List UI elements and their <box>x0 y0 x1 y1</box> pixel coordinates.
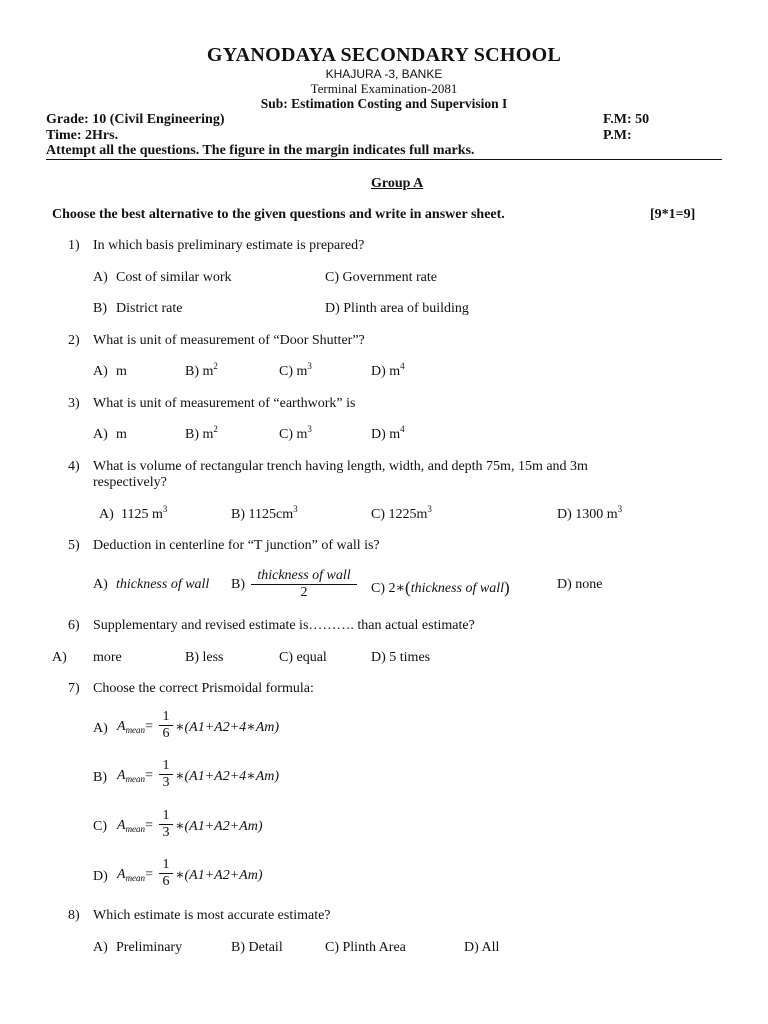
option-a: 1125 $m^3$ <box>121 504 168 522</box>
pass-marks: P.M: <box>603 128 632 143</box>
question-text-continued: respectively? <box>93 475 167 490</box>
option-d: D) Plinth area of building <box>325 301 469 316</box>
option-c: C) $m^3$ <box>279 361 312 379</box>
question-text: Which estimate is most accurate estimate? <box>93 908 331 923</box>
option-d: D) none <box>557 577 603 592</box>
option-a-label: A) <box>93 427 108 442</box>
option-c-fraction: 1 3 <box>159 808 173 841</box>
option-d-label: D) <box>93 869 108 884</box>
exam-title: Terminal Examination-2081 <box>310 81 458 96</box>
option-d: D) $m^4$ <box>371 361 405 379</box>
question-text: Choose the correct Prismoidal formula: <box>93 681 314 696</box>
option-a-label: A) <box>93 721 108 736</box>
option-a: Cost of similar work <box>116 270 232 285</box>
option-b-label: B) <box>93 301 107 316</box>
option-c: C) equal <box>279 650 327 665</box>
option-a: m <box>116 427 127 442</box>
option-c: C) $m^3$ <box>279 424 312 442</box>
full-marks: F.M: 50 <box>603 112 650 127</box>
option-c: C) Plinth Area <box>325 940 406 955</box>
option-b-label: B) <box>93 770 107 785</box>
option-a: more <box>93 650 122 665</box>
question-number: 1) <box>68 238 80 253</box>
option-d: D) All <box>464 940 500 955</box>
option-b: District rate <box>116 301 183 316</box>
option-c-label: C) <box>93 819 107 834</box>
option-b: B) $m^2$ <box>185 361 218 379</box>
option-d: D) 5 times <box>371 650 431 665</box>
option-c: C) 2∗(thickness of wall) <box>371 578 510 597</box>
option-b: B) $m^2$ <box>185 424 218 442</box>
option-b: B) $1125cm^3$ <box>231 504 298 522</box>
subject-line: Sub: Estimation Costing and Supervision I <box>260 96 508 111</box>
group-marks: [9*1=9] <box>650 207 696 222</box>
question-text: What is volume of rectangular trench having length, width, and depth 75m, 15m and 3m <box>93 459 588 474</box>
question-number: 5) <box>68 538 80 553</box>
option-a: m <box>116 364 127 379</box>
question-number: 6) <box>68 618 80 633</box>
option-d-expr: ∗(A1+A2+Am) <box>175 868 263 883</box>
option-a-label: A) <box>93 940 108 955</box>
question-number: 8) <box>68 908 80 923</box>
option-d-fraction: 1 6 <box>159 857 173 890</box>
option-a-label: A) <box>52 650 67 665</box>
option-b-lhs: $A_{mean}=$ <box>117 768 153 784</box>
option-c: C) Government rate <box>325 270 437 285</box>
question-text: Supplementary and revised estimate is………. than actual estimate? <box>93 618 475 633</box>
option-c: C) $1225m^3$ <box>371 504 432 522</box>
option-d: D) $m^4$ <box>371 424 405 442</box>
option-a-label: A) <box>93 577 108 592</box>
question-text: Deduction in centerline for “T junction” of wall is? <box>93 538 380 553</box>
option-a-label: A) <box>99 507 114 522</box>
option-c-expr: ∗(A1+A2+Am) <box>175 819 263 834</box>
question-text: What is unit of measurement of “earthwork” is <box>93 396 356 411</box>
header-divider <box>46 159 722 160</box>
option-a-expr: ∗(A1+A2+4∗Am) <box>175 720 280 735</box>
option-a-lhs: $A_{mean}=$ <box>117 719 153 735</box>
option-b-fraction: thickness of wall 2 <box>251 568 357 601</box>
option-b: B) less <box>185 650 224 665</box>
time-line: Time: 2Hrs. <box>46 128 119 143</box>
option-b: B) Detail <box>231 940 283 955</box>
group-title: Group A <box>371 176 424 191</box>
question-number: 7) <box>68 681 80 696</box>
school-address: KHAJURA -3, BANKE <box>325 67 443 81</box>
option-b-expr: ∗(A1+A2+4∗Am) <box>175 769 280 784</box>
question-number: 3) <box>68 396 80 411</box>
instruction-line: Attempt all the questions. The figure in the margin indicates full marks. <box>46 143 475 158</box>
question-number: 2) <box>68 333 80 348</box>
question-number: 4) <box>68 459 80 474</box>
option-c-lhs: $A_{mean}=$ <box>117 818 153 834</box>
question-text: What is unit of measurement of “Door Shutter”? <box>93 333 365 348</box>
option-b-fraction: 1 3 <box>159 758 173 791</box>
option-a-label: A) <box>93 364 108 379</box>
option-d: D) 1300 $m^3$ <box>557 504 623 522</box>
school-name: GYANODAYA SECONDARY SCHOOL <box>206 44 562 66</box>
option-d-lhs: $A_{mean}=$ <box>117 867 153 883</box>
option-b-label: B) <box>231 577 245 592</box>
option-a: thickness of wall <box>116 577 210 592</box>
group-instruction: Choose the best alternative to the given questions and write in answer sheet. <box>52 207 505 222</box>
question-text: In which basis preliminary estimate is prepared? <box>93 238 365 253</box>
option-a-fraction: 1 6 <box>159 709 173 742</box>
grade-line: Grade: 10 (Civil Engineering) <box>46 112 225 127</box>
option-a-label: A) <box>93 270 108 285</box>
option-a: Preliminary <box>116 940 183 955</box>
